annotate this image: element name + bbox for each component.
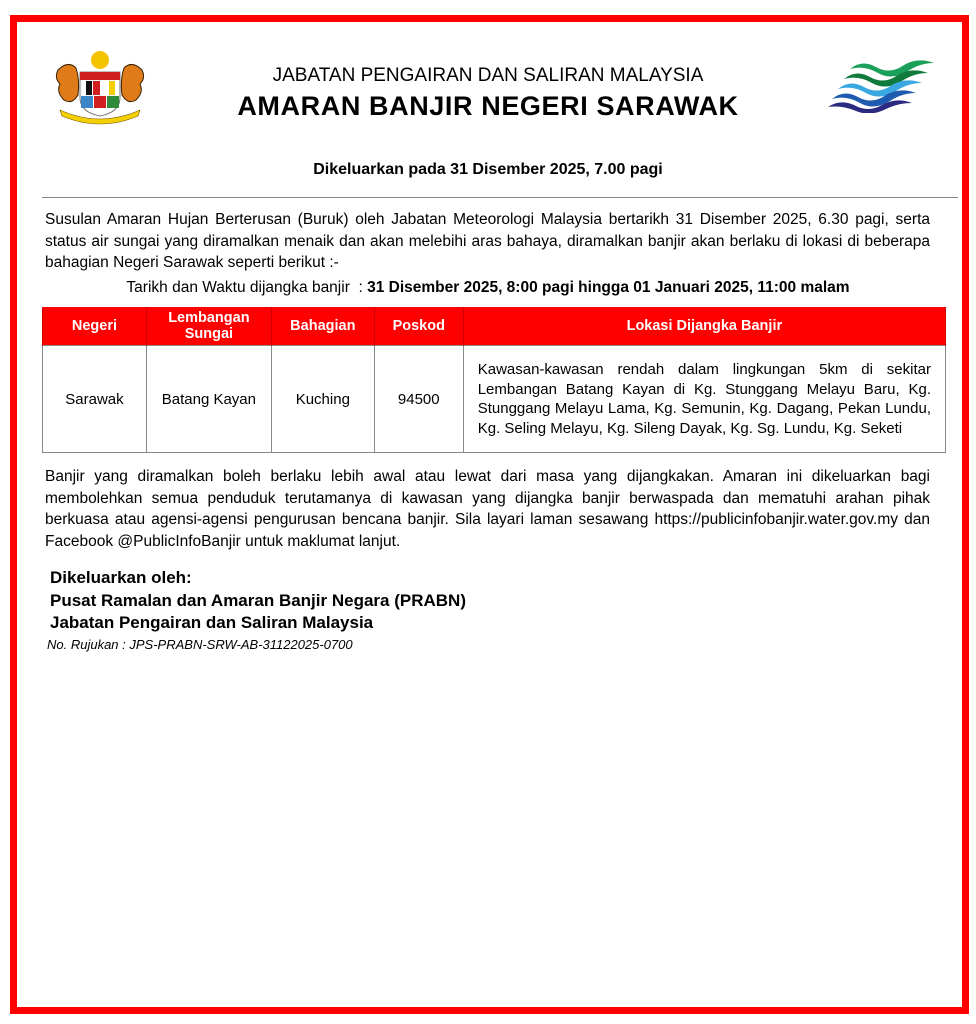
warning-title: AMARAN BANJIR NEGERI SARAWAK (237, 91, 739, 121)
issuer-department: Jabatan Pengairan dan Saliran Malaysia (50, 613, 374, 632)
column-header-lokasi: Lokasi Dijangka Banjir (463, 307, 945, 346)
issuer-center: Pusat Ramalan dan Amaran Banjir Negara (PRABN) (50, 590, 466, 610)
issuer-label: Dikeluarkan oleh: (50, 568, 192, 587)
column-header-negeri: Negeri (43, 307, 147, 346)
flood-location-table (42, 307, 946, 453)
column-header-bahagian: Bahagian (271, 307, 374, 346)
column-header-poskod: Poskod (374, 307, 463, 346)
issuer-block (50, 567, 466, 635)
table-row (43, 346, 946, 453)
issued-datetime: Dikeluarkan pada 31 Disember 2025, 7.00 pagi (313, 161, 663, 178)
cell-bahagian: Kuching (271, 346, 374, 453)
expected-flood-label: Tarikh dan Waktu dijangka banjir : (126, 279, 368, 296)
cell-lembangan-sungai: Batang Kayan (146, 346, 271, 453)
notice-paragraph: Banjir yang diramalkan boleh berlaku lebih awal atau lewat dari masa yang dijangkakan. Amaran ini dikeluarkan bagi membolehkan semua penduduk terutamanya di kawasan yang dijangka banjir berwaspada dan mematuhi arahan pihak berkuasa atau agensi-agensi pengurusan bencana banjir. Sila layari laman sesawang https://publicinfobanjir.water.gov.my dan Facebook @PublicInfoBanjir untuk maklumat lanjut. (45, 468, 930, 550)
expected-flood-value: 31 Disember 2025, 8:00 pagi hingga 01 Januari 2025, 11:00 malam (367, 279, 850, 296)
cell-poskod: 94500 (374, 346, 463, 453)
cell-lokasi: Kawasan-kawasan rendah dalam lingkungan 5km di sekitar Lembangan Batang Kayan di Kg. Stunggang Melayu Baru, Kg. Stunggang Melayu Lama, Kg. Semunin, Kg. Dagang, Pekan Lundu, Kg. Seling Melayu, Kg. Sileng Dayak, Kg. Sg. Lundu, Kg. Seketi (463, 346, 945, 453)
column-header-lembangan-sungai: Lembangan Sungai (146, 307, 271, 346)
expected-flood-datetime (0, 279, 976, 297)
table-header-row (43, 307, 946, 346)
reference-number: No. Rujukan : JPS-PRABN-SRW-AB-31122025-0700 (47, 637, 353, 652)
intro-paragraph: Susulan Amaran Hujan Berterusan (Buruk) oleh Jabatan Meteorologi Malaysia bertarikh 31 Disember 2025, 6.30 pagi, serta status air sungai yang diramalkan menaik dan akan melebihi aras bahaya, diramalkan banjir akan berlaku di lokasi di beberapa bahagian Negeri Sarawak seperti berikut :- (45, 211, 930, 271)
department-name: JABATAN PENGAIRAN DAN SALIRAN MALAYSIA (272, 65, 704, 86)
header-divider (42, 197, 958, 198)
cell-negeri: Sarawak (43, 346, 147, 453)
